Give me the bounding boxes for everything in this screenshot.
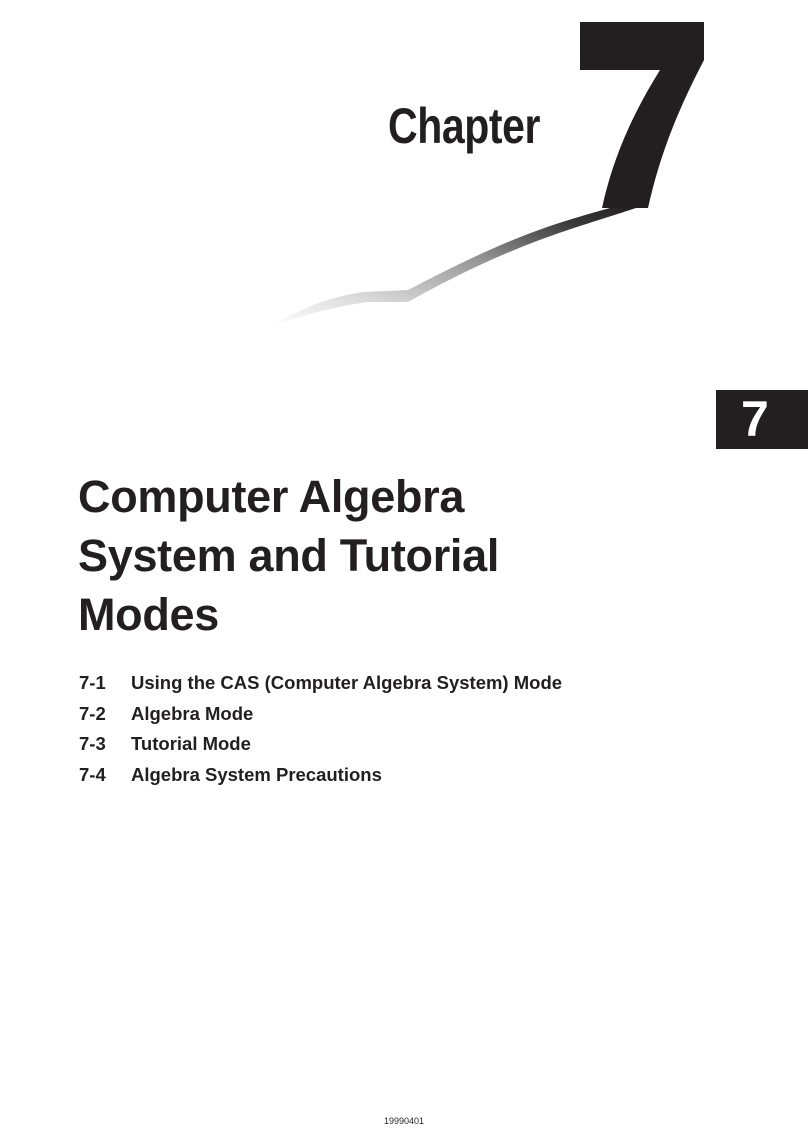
toc-section-number: 7-4 — [79, 763, 106, 785]
toc-section-title: Algebra Mode — [131, 702, 254, 724]
toc-section-number: 7-1 — [79, 672, 106, 693]
toc-section-title: Using the CAS (Computer Algebra System) Mode — [131, 672, 563, 693]
toc-section-number: 7-3 — [79, 733, 106, 754]
toc-section-title: Algebra System Precautions — [131, 763, 382, 785]
side-tab-number: 7 — [741, 391, 769, 447]
numeral-seven-shape — [580, 22, 704, 208]
table-of-contents — [79, 668, 699, 790]
chapter-number-graphic — [268, 14, 720, 334]
page-footer-code: 19990401 — [383, 1116, 425, 1126]
chapter-side-tab — [716, 390, 808, 449]
toc-item[interactable] — [79, 729, 699, 760]
toc-section-number: 7-2 — [79, 702, 106, 724]
chapter-title — [78, 467, 698, 644]
title-line: System and Tutorial — [78, 530, 500, 581]
toc-item[interactable] — [79, 699, 699, 730]
toc-item[interactable] — [79, 760, 699, 791]
title-line: Computer Algebra — [78, 471, 465, 522]
chapter-label: Chapter — [388, 98, 541, 154]
toc-item[interactable] — [79, 668, 699, 699]
toc-section-title: Tutorial Mode — [131, 733, 251, 754]
title-line: Modes — [78, 589, 220, 640]
swoosh-tail-shape — [270, 208, 636, 326]
